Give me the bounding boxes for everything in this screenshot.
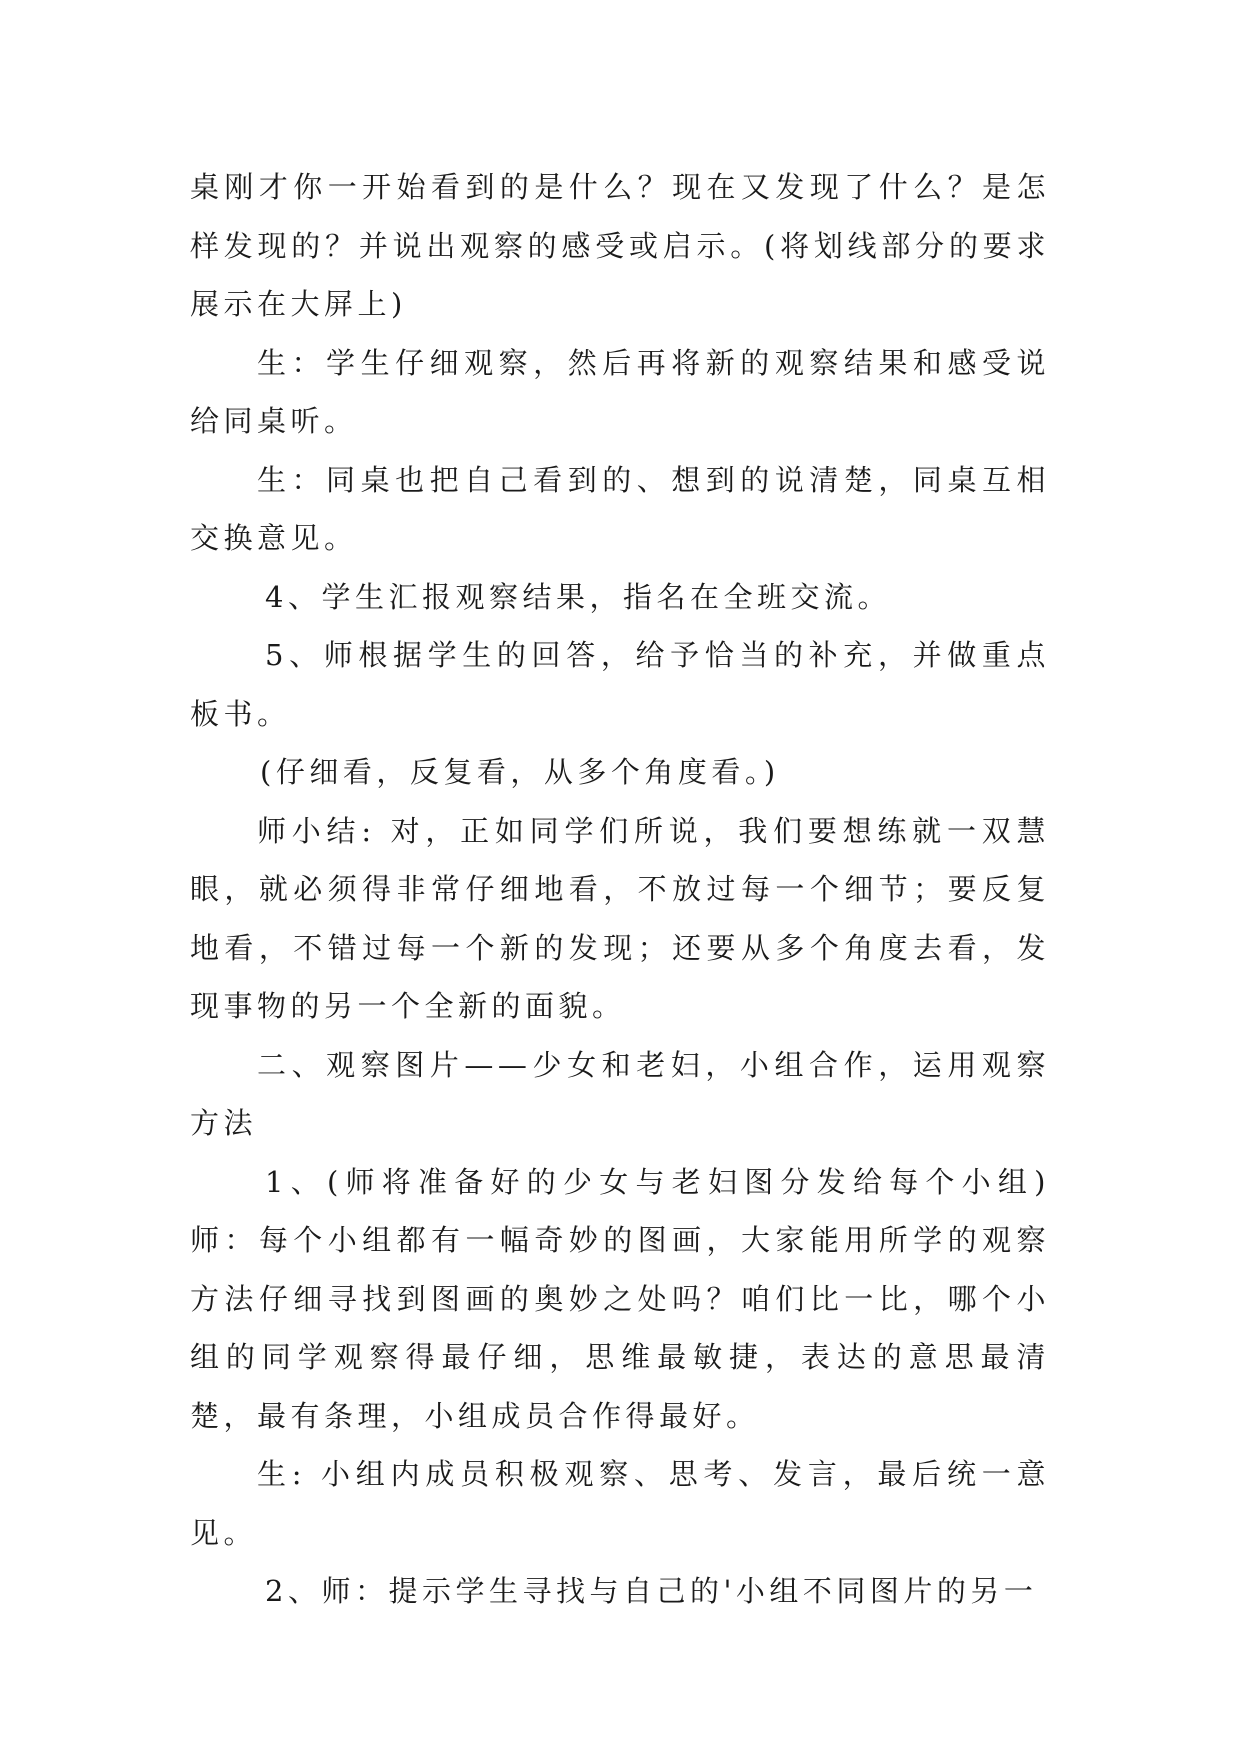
paragraph-student-exchange: 生：同桌也把自己看到的、想到的说清楚，同桌互相交换意见。 [190, 462, 1050, 555]
paragraph-step-5: 5、师根据学生的回答，给予恰当的补充，并做重点板书。 [190, 638, 1050, 731]
paragraph-step-4: 4、学生汇报观察结果，指名在全班交流。 [265, 579, 891, 614]
paragraph-teacher-summary: 师小结: 对，正如同学们所说，我们要想练就一双慧眼，就必须得非常仔细地看，不放过每一个细节；要反复地看，不错过每一个新的发现；还要从多个角度去看，发现事物的另一个全新的面貌。 [190, 813, 1050, 1023]
paragraph-blackboard-note: (仔细看，反复看，从多个角度看。) [260, 755, 780, 789]
paragraph-student-observe: 生：学生仔细观察，然后再将新的观察结果和感受说给同桌听。 [190, 345, 1050, 438]
paragraph-step-2: 2、师：提示学生寻找与自己的'小组不同图片的另一 [265, 1574, 1038, 1608]
document-body [190, 158, 1050, 1621]
paragraph-group-discussion: 生: 小组内成员积极观察、思考、发言，最后统一意见。 [190, 1457, 1050, 1550]
paragraph-intro: 桌刚才你一开始看到的是什么？现在又发现了什么？是怎样发现的？并说出观察的感受或启示。(将划线部分的要求展示在大屏上) [190, 170, 1050, 321]
section-heading-2: 二、观察图片——少女和老妇，小组合作，运用观察方法 [190, 1047, 1050, 1140]
paragraph-step-1: 1、(师将准备好的少女与老妇图分发给每个小组)师：每个小组都有一幅奇妙的图画，大家能用所学的观察方法仔细寻找到图画的奥妙之处吗？咱们比一比，哪个小组的同学观察得最仔细，思维最敏捷，表达的意思最清楚，最有条理，小组成员合作得最好。 [190, 1164, 1050, 1433]
